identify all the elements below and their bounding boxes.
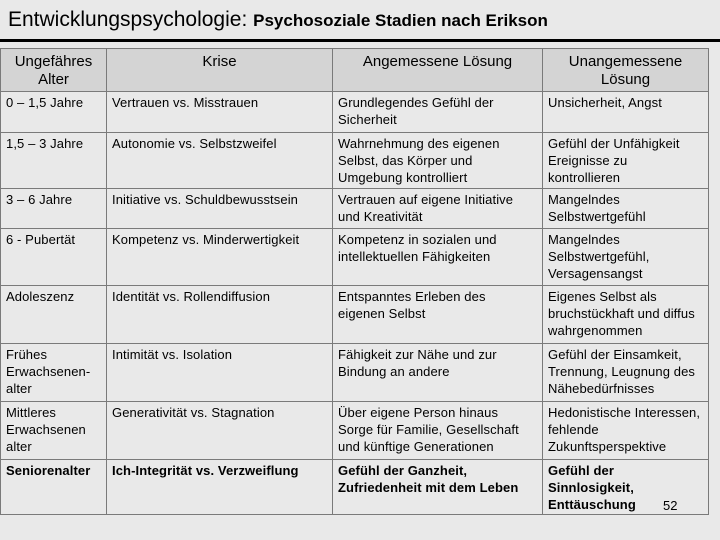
cell-inadequate: Eigenes Selbst als bruchstückhaft und diffus wahrgenommen [543,286,709,344]
header-crisis: Krise [107,49,333,92]
cell-crisis: Generativität vs. Stagnation [107,402,333,460]
table-row [1,92,709,133]
table-row [1,133,709,189]
cell-crisis: Ich-Integrität vs. Verzweiflung [107,460,333,515]
cell-adequate: Über eigene Person hinaus Sorge für Familie, Gesellschaft und künftige Generationen [333,402,543,460]
cell-adequate: Fähigkeit zur Nähe und zur Bindung an andere [333,344,543,402]
title-divider [0,39,720,42]
title-subtitle: Psychosoziale Stadien nach Erikson [253,11,548,30]
table-row [1,344,709,402]
page-number: 52 [663,498,678,513]
cell-inadequate: Mangelndes Selbstwertgefühl [543,189,709,229]
cell-crisis: Initiative vs. Schuldbewusstsein [107,189,333,229]
table-row [1,286,709,344]
cell-age: Adoleszenz [1,286,107,344]
erikson-stages-table [0,48,709,515]
header-adequate-solution: Angemessene Lösung [333,49,543,92]
table-row [1,189,709,229]
cell-crisis: Kompetenz vs. Minderwertigkeit [107,229,333,286]
cell-inadequate: Unsicherheit, Angst [543,92,709,133]
cell-crisis: Identität vs. Rollendiffusion [107,286,333,344]
table-row [1,402,709,460]
table-row [1,460,709,515]
cell-age: Seniorenalter [1,460,107,515]
cell-inadequate: Mangelndes Selbstwertgefühl, Versagensangst [543,229,709,286]
cell-adequate: Kompetenz in sozialen und intellektuellen Fähigkeiten [333,229,543,286]
cell-age: 1,5 – 3 Jahre [1,133,107,189]
cell-age: 3 – 6 Jahre [1,189,107,229]
cell-adequate: Gefühl der Ganzheit, Zufriedenheit mit dem Leben [333,460,543,515]
cell-age: 0 – 1,5 Jahre [1,92,107,133]
cell-inadequate: Hedonistische Interessen, fehlende Zukunftsperspektive [543,402,709,460]
header-inadequate-solution: Unangemessene Lösung [543,49,709,92]
cell-inadequate: Gefühl der Sinnlosigkeit, Enttäuschung [543,460,709,515]
cell-crisis: Autonomie vs. Selbstzweifel [107,133,333,189]
cell-age: Frühes Erwachsenen- alter [1,344,107,402]
table-row [1,229,709,286]
cell-adequate: Wahrnehmung des eigenen Selbst, das Körper und Umgebung kontrolliert [333,133,543,189]
table-header-row [1,49,709,92]
slide-title [8,8,548,32]
cell-age: Mittleres Erwachsenen alter [1,402,107,460]
cell-age: 6 - Pubertät [1,229,107,286]
title-main: Entwicklungspsychologie: [8,8,254,31]
cell-crisis: Vertrauen vs. Misstrauen [107,92,333,133]
cell-adequate: Entspanntes Erleben des eigenen Selbst [333,286,543,344]
cell-adequate: Vertrauen auf eigene Initiative und Kreativität [333,189,543,229]
cell-adequate: Grundlegendes Gefühl der Sicherheit [333,92,543,133]
cell-crisis: Intimität vs. Isolation [107,344,333,402]
cell-inadequate: Gefühl der Unfähigkeit Ereignisse zu kontrollieren [543,133,709,189]
cell-inadequate: Gefühl der Einsamkeit, Trennung, Leugnung des Nähebedürfnisses [543,344,709,402]
header-age: Ungefähres Alter [1,49,107,92]
